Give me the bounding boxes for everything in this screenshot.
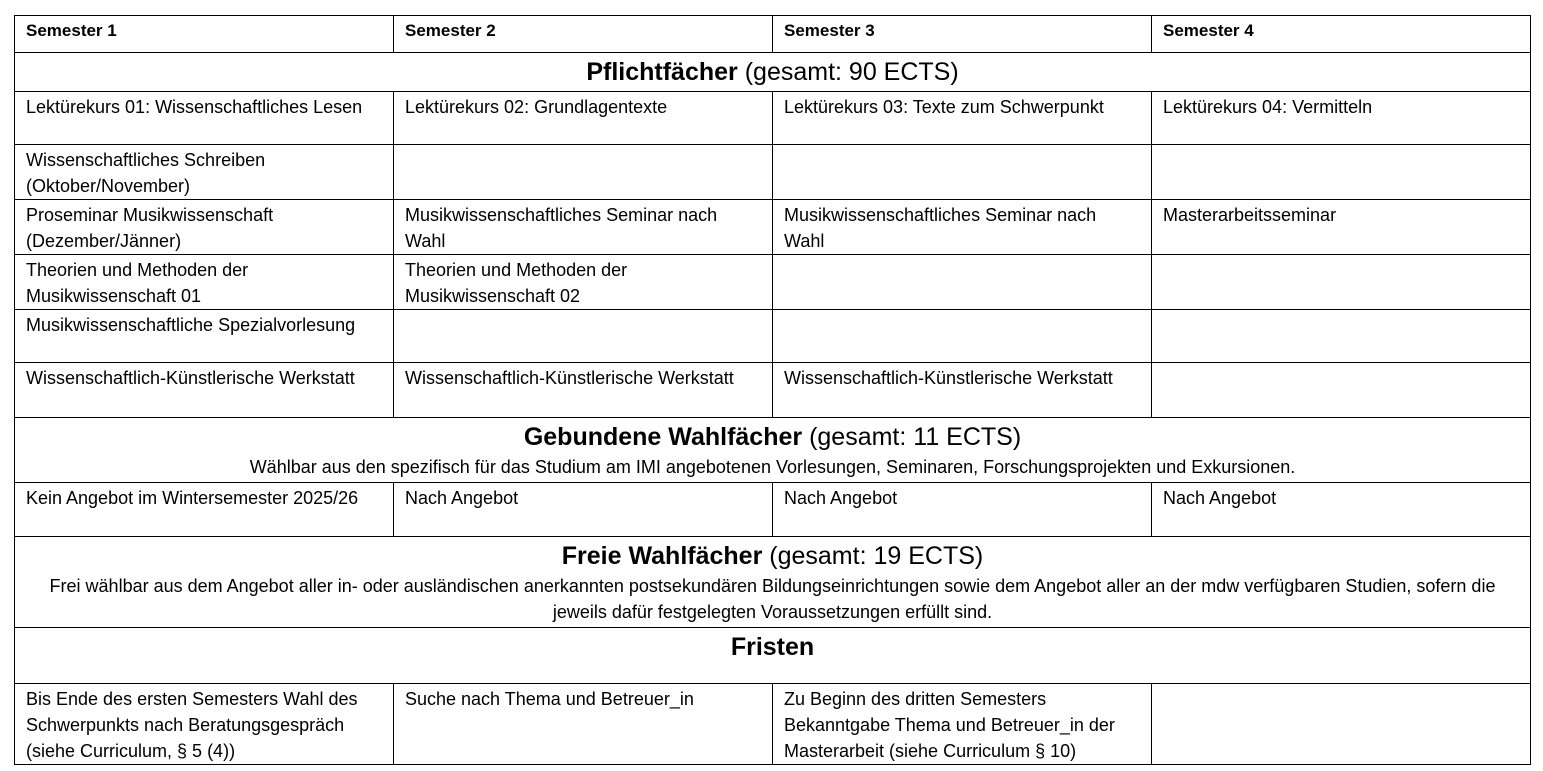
fristen-section — [15, 628, 1531, 684]
frei-description: Frei wählbar aus dem Angebot aller in- oder ausländischen anerkannten postsekundären Bildungseinrichtungen sowie dem Angebot aller an der mdw verfügbaren Studien, sofern die jeweils dafür festgelegten Voraussetzungen erfüllt sind. — [49, 576, 1496, 622]
table-cell — [1152, 255, 1531, 310]
table-cell: Nach Angebot — [1152, 483, 1531, 537]
pflicht-title: Pflichtfächer (gesamt: 90 ECTS) — [586, 58, 959, 86]
table-cell: Nach Angebot — [394, 483, 773, 537]
fristen-section-row — [15, 628, 1531, 684]
table-cell: Zu Beginn des dritten Semesters Bekanntgabe Thema und Betreuer_in der Masterarbeit (siehe Curriculum § 10) — [773, 684, 1152, 765]
gebunden-description: Wählbar aus den spezifisch für das Studium am IMI angebotenen Vorlesungen, Seminaren, Forschungsprojekten und Exkursionen. — [249, 457, 1296, 477]
table-cell: Proseminar Musikwissenschaft (Dezember/Jänner) — [15, 200, 394, 255]
table-cell: Musikwissenschaftliches Seminar nach Wahl — [394, 200, 773, 255]
table-cell — [1152, 363, 1531, 418]
table-cell — [773, 145, 1152, 200]
table-row — [15, 92, 1531, 145]
semester-2-header: Semester 2 — [394, 16, 773, 53]
table-row — [15, 255, 1531, 310]
table-cell: Musikwissenschaftliches Seminar nach Wahl — [773, 200, 1152, 255]
gebunden-title: Gebundene Wahlfächer (gesamt: 11 ECTS) — [523, 423, 1022, 451]
table-row — [15, 200, 1531, 255]
table-row — [15, 310, 1531, 363]
frei-section-row — [15, 537, 1531, 628]
table-row — [15, 483, 1531, 537]
pflicht-section — [15, 53, 1531, 92]
table-cell: Musikwissenschaftliche Spezialvorlesung — [15, 310, 394, 363]
table-row — [15, 145, 1531, 200]
table-cell — [1152, 684, 1531, 765]
table-cell — [773, 255, 1152, 310]
table-cell: Wissenschaftlich-Künstlerische Werkstatt — [15, 363, 394, 418]
table-cell: Lektürekurs 04: Vermitteln — [1152, 92, 1531, 145]
curriculum-table — [14, 15, 1531, 765]
table-cell — [1152, 145, 1531, 200]
frei-section — [15, 537, 1531, 628]
fristen-title: Fristen — [730, 633, 815, 661]
table-cell: Theorien und Methoden der Musikwissenschaft 01 — [15, 255, 394, 310]
gebunden-section — [15, 418, 1531, 483]
table-cell: Suche nach Thema und Betreuer_in — [394, 684, 773, 765]
table-cell — [394, 145, 773, 200]
gebunden-section-row — [15, 418, 1531, 483]
table-cell: Bis Ende des ersten Semesters Wahl des Schwerpunkts nach Beratungsgespräch (siehe Curriculum, § 5 (4)) — [15, 684, 394, 765]
table-cell: Kein Angebot im Wintersemester 2025/26 — [15, 483, 394, 537]
table-cell — [773, 310, 1152, 363]
semester-1-header: Semester 1 — [15, 16, 394, 53]
table-cell: Lektürekurs 03: Texte zum Schwerpunkt — [773, 92, 1152, 145]
table-cell — [394, 310, 773, 363]
pflicht-section-row — [15, 53, 1531, 92]
frei-title: Freie Wahlfächer (gesamt: 19 ECTS) — [561, 542, 984, 570]
table-cell — [1152, 310, 1531, 363]
table-cell: Theorien und Methoden der Musikwissenschaft 02 — [394, 255, 773, 310]
semester-header-row — [15, 16, 1531, 53]
semester-4-header: Semester 4 — [1152, 16, 1531, 53]
table-row — [15, 684, 1531, 765]
table-cell: Lektürekurs 02: Grundlagentexte — [394, 92, 773, 145]
table-cell: Wissenschaftlich-Künstlerische Werkstatt — [773, 363, 1152, 418]
table-cell: Wissenschaftliches Schreiben (Oktober/November) — [15, 145, 394, 200]
table-cell: Lektürekurs 01: Wissenschaftliches Lesen — [15, 92, 394, 145]
table-cell: Nach Angebot — [773, 483, 1152, 537]
table-row — [15, 363, 1531, 418]
semester-3-header: Semester 3 — [773, 16, 1152, 53]
table-cell: Wissenschaftlich-Künstlerische Werkstatt — [394, 363, 773, 418]
table-cell: Masterarbeitsseminar — [1152, 200, 1531, 255]
